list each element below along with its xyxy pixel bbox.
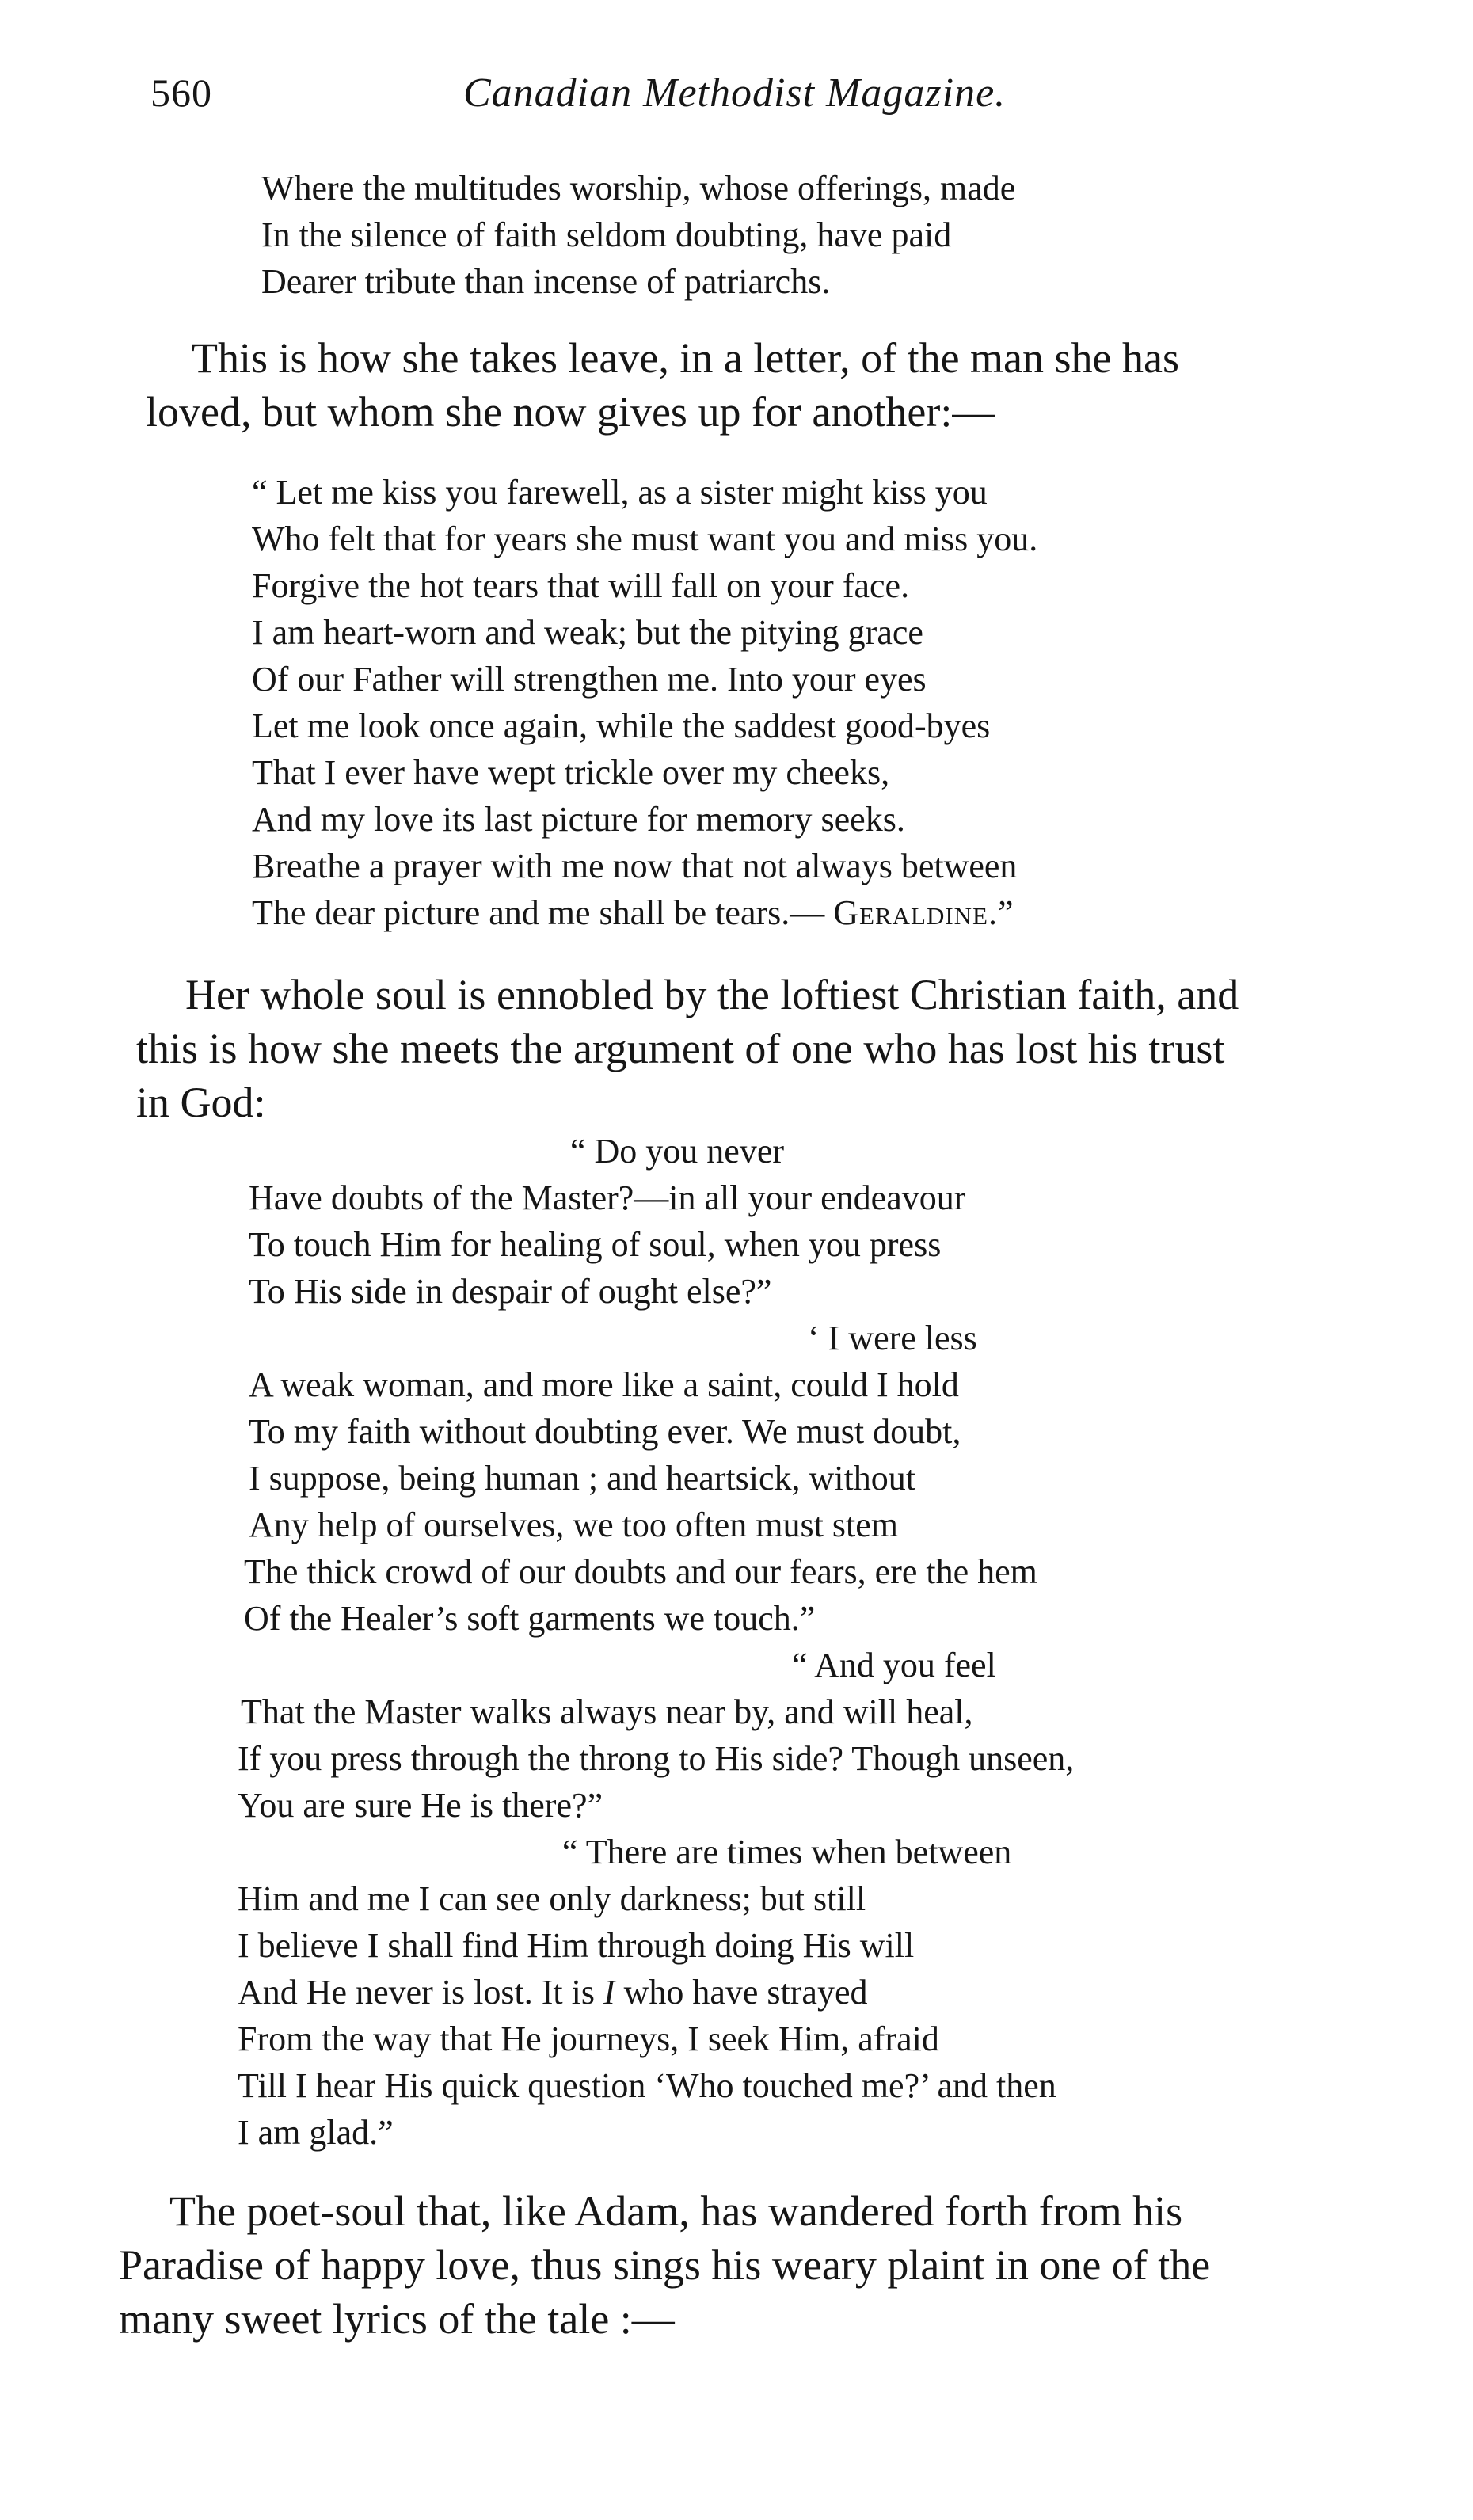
verse-line <box>238 1969 1074 2016</box>
emphasized-i: I <box>603 1973 615 2012</box>
page-number: 560 <box>150 70 212 115</box>
paragraph-line: Her whole soul is ennobled by the loftiest Christian faith, and <box>185 971 1239 1018</box>
verse-line-text: The dear picture and me shall be tears.— <box>252 893 834 932</box>
verse-line <box>252 889 1037 936</box>
verse-line: Of our Father will strengthen me. Into your eyes <box>252 660 927 699</box>
verse-line: “ There are times when between <box>562 1833 1012 1871</box>
verse-line: Breathe a prayer with me now that not always between <box>252 847 1018 885</box>
verse-line: “ And you feel <box>792 1646 996 1684</box>
verse-line: To my faith without doubting ever. We must doubt, <box>249 1412 961 1451</box>
paragraph-line: Paradise of happy love, thus sings his weary plaint in one of the <box>119 2241 1211 2289</box>
paragraph-3 <box>119 2184 1210 2346</box>
verse-line: Dearer tribute than incense of patriarchs. <box>261 262 831 301</box>
verse-line: Forgive the hot tears that will fall on your face. <box>252 566 910 605</box>
verse-dialogue <box>238 1128 1074 2156</box>
verse-line: You are sure He is there?” <box>238 1786 603 1825</box>
verse-line: I suppose, being human ; and heartsick, without <box>249 1459 915 1498</box>
verse-line: Where the multitudes worship, whose offerings, made <box>261 169 1016 207</box>
verse-line: Any help of ourselves, we too often must stem <box>249 1506 898 1544</box>
verse-line: ‘ I were less <box>808 1319 977 1357</box>
verse-line: That I ever have wept trickle over my cheeks, <box>252 753 890 792</box>
verse-letter <box>252 469 1037 936</box>
verse-line: From the way that He journeys, I seek Him, afraid <box>238 2019 939 2058</box>
verse-line: “ Let me kiss you farewell, as a sister might kiss you <box>252 473 988 512</box>
verse-line: Of the Healer’s soft garments we touch.” <box>244 1599 816 1638</box>
signature: Geraldine. <box>833 893 998 932</box>
running-head: Canadian Methodist Magazine. <box>463 70 1007 116</box>
verse-line: Let me look once again, while the saddest good-byes <box>252 706 991 745</box>
verse-line: “ Do you never <box>570 1132 785 1171</box>
verse-top <box>261 165 1015 305</box>
verse-line: A weak woman, and more like a saint, could I hold <box>249 1365 959 1404</box>
page-header <box>150 70 1132 133</box>
paragraph-line: in God: <box>136 1079 266 1126</box>
verse-line: To His side in despair of ought else?” <box>249 1272 772 1311</box>
verse-line: Till I hear His quick question ‘Who touched me?’ and then <box>238 2066 1056 2105</box>
verse-line: If you press through the throng to His side? Though unseen, <box>238 1739 1075 1778</box>
paragraph-line: many sweet lyrics of the tale :— <box>119 2295 675 2343</box>
paragraph-line: loved, but whom she now gives up for another:— <box>146 388 995 436</box>
verse-line: And my love its last picture for memory seeks. <box>252 800 905 839</box>
verse-line: I believe I shall find Him through doing His will <box>238 1926 915 1965</box>
paragraph-line: This is how she takes leave, in a letter, of the man she has <box>192 334 1179 382</box>
paragraph-line: this is how she meets the argument of one who has lost his trust <box>136 1025 1225 1072</box>
verse-line: In the silence of faith seldom doubting, have paid <box>261 215 952 254</box>
verse-line: To touch Him for healing of soul, when you press <box>249 1225 942 1264</box>
verse-line: That the Master walks always near by, and will heal, <box>241 1692 973 1731</box>
verse-line: I am heart-worn and weak; but the pitying grace <box>252 613 923 652</box>
verse-line-text: And He never is lost. It is <box>238 1973 603 2012</box>
verse-line: The thick crowd of our doubts and our fears, ere the hem <box>244 1552 1037 1591</box>
verse-line: Have doubts of the Master?—in all your endeavour <box>249 1178 966 1217</box>
verse-line: Him and me I can see only darkness; but still <box>238 1879 866 1918</box>
paragraph-1 <box>146 331 1179 439</box>
verse-line: Who felt that for years she must want you and miss you. <box>252 520 1038 558</box>
paragraph-line: The poet-soul that, like Adam, has wandered forth from his <box>169 2187 1183 2235</box>
closing-quote: ” <box>998 893 1014 932</box>
verse-line-text: who have strayed <box>615 1973 868 2012</box>
verse-line: I am glad.” <box>238 2113 394 2152</box>
paragraph-2 <box>136 968 1239 1129</box>
